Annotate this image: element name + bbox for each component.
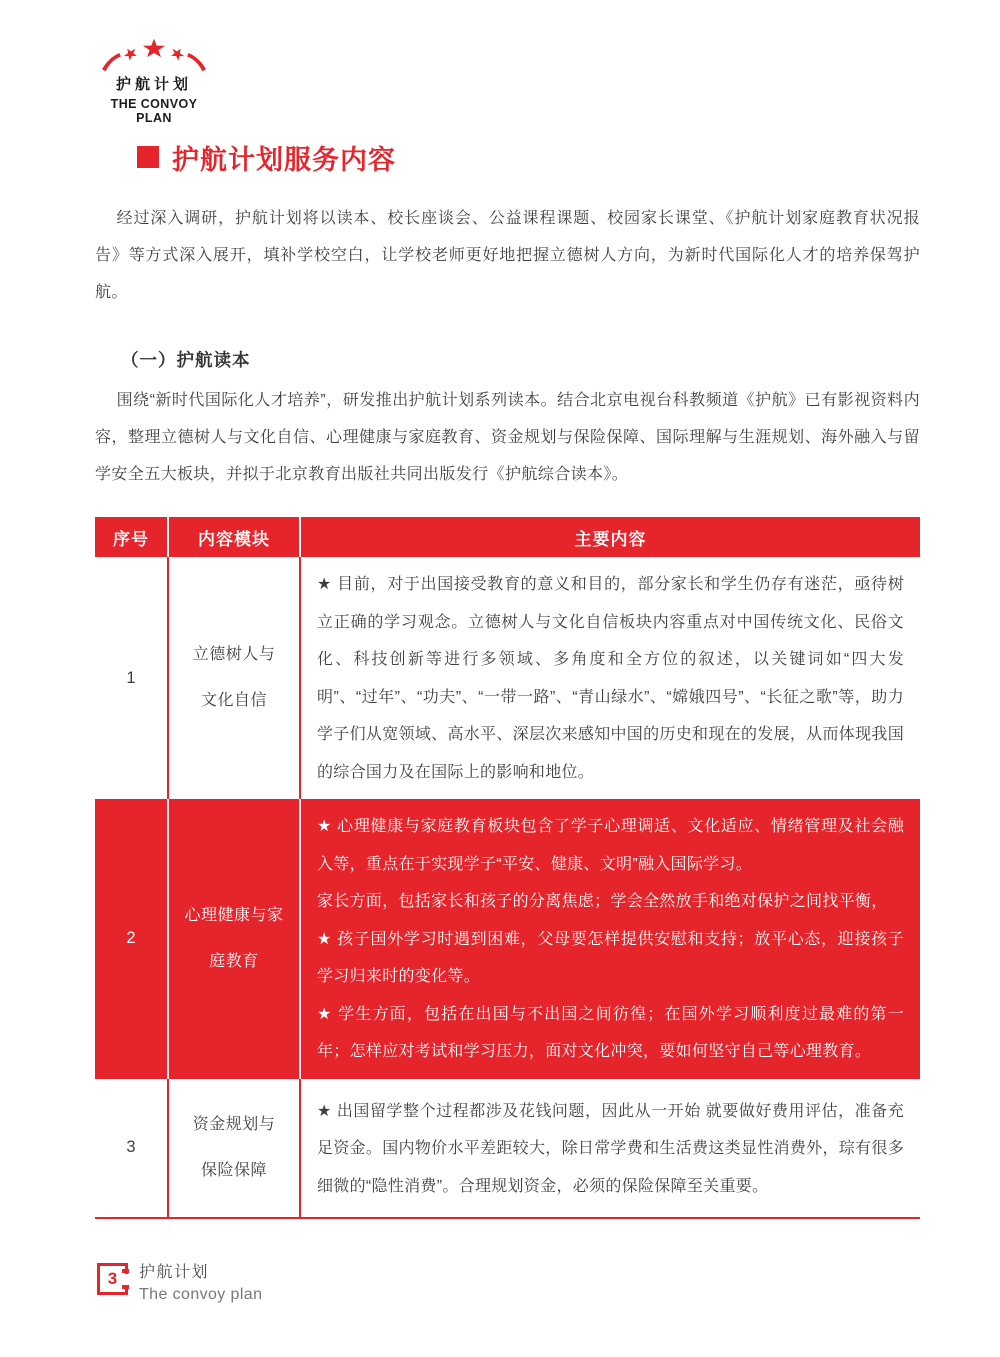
content-table [95, 517, 920, 1219]
row2-paragraph-4: ★ 学生方面，包括在出国与不出国之间彷徨；在国外学习顺利度过最难的第一年；怎样应对考试和学习压力，面对文化冲突，要如何坚守自己等心理教育。 [317, 1005, 904, 1060]
table-row-3 [95, 1079, 920, 1219]
page-number-badge [97, 1263, 128, 1295]
brand-logo [96, 36, 212, 125]
page-title [137, 140, 920, 174]
logo-stars-icon [101, 36, 207, 74]
intro-paragraph: 经过深入调研，护航计划将以读本、校长座谈会、公益课程课题、校园家长课堂、《护航计划家庭教育状况报告》等方式深入展开，填补学校空白，让学校老师更好地把握立德树人方向，为新时代国际化人才的培养保驾护航。 [95, 210, 920, 301]
table-row-1 [95, 557, 920, 799]
badge-bottom-tab-decoration [122, 1285, 129, 1289]
section-paragraph: 围绕“新时代国际化人才培养”，研发推出护航计划系列读本。结合北京电视台科教频道《护航》已有影视资料内容，整理立德树人与文化自信、心理健康与家庭教育、资金规划与保险保障、国际理解与生涯规划、海外融入与留学安全五大板块，并拟于北京教育出版社共同出版发行《护航综合读本》。 [95, 392, 920, 483]
header-cell-main-content: 主要内容 [300, 517, 920, 557]
page-number: 3 [107, 1269, 118, 1288]
row3-paragraph: ★ 出国留学整个过程都涉及花钱问题，因此从一开始 就要做好费用评估，准备充足资金。国内物价水平差距较大，除日常学费和生活费这类显性消费外，琮有很多细微的“隐性消费”。合理规划资金，必须的保险保障至关重要。 [317, 1102, 904, 1195]
table-row-2-highlighted [95, 799, 920, 1079]
header-cell-no: 序号 [95, 517, 168, 557]
row2-module [168, 799, 300, 1079]
logo-english-name: THE CONVOY PLAN [110, 97, 198, 125]
section-title: （一）护航读本 [121, 350, 251, 370]
row1-module-line1: 立德树人与 [192, 646, 276, 663]
badge-top-tab-decoration [122, 1269, 129, 1273]
page-title-text: 护航计划服务内容 [172, 144, 396, 175]
footer-text [139, 1263, 262, 1304]
row2-paragraph-3: ★ 孩子国外学习时遇到困难，父母要怎样提供安慰和支持；放平心态，迎接孩子学习归来时的变化等。 [317, 930, 904, 985]
row3-module-line2: 保险保障 [200, 1161, 267, 1179]
row1-module [168, 557, 300, 799]
logo-chinese-name: 护航计划 [115, 76, 192, 93]
row3-module [168, 1079, 300, 1219]
row1-module-line2: 文化自信 [200, 692, 267, 709]
row2-paragraph-2: 家长方面，包括家长和孩子的分离焦虑；学会全然放手和绝对保护之间找平衡， [317, 893, 888, 910]
row3-module-line1: 资金规划与 [192, 1115, 276, 1133]
row2-module-line1: 心理健康与家 [184, 906, 284, 924]
page-footer [97, 1263, 262, 1304]
row3-number: 3 [95, 1079, 168, 1219]
row2-number: 2 [126, 929, 136, 948]
row1-number: 1 [126, 668, 136, 687]
header-cell-module: 内容模块 [168, 517, 300, 557]
row3-content [300, 1079, 920, 1219]
red-square-bullet-icon [137, 146, 159, 168]
footer-english-name: The convoy plan [139, 1286, 263, 1303]
footer-chinese-name: 护航计划 [139, 1264, 210, 1281]
row1-content [300, 557, 920, 799]
row2-content [300, 799, 920, 1079]
table-header-row [95, 517, 920, 557]
main-content [95, 140, 920, 1219]
row2-paragraph-1: ★ 心理健康与家庭教育板块包含了学子心理调适、文化适应、情绪管理及社会融入等，重点在于实现学子“平安、健康、文明”融入国际学习。 [317, 818, 904, 873]
row2-module-line2: 庭教育 [209, 952, 259, 970]
row1-paragraph: ★ 目前，对于出国接受教育的意义和目的，部分家长和学生仍存有迷茫，亟待树立正确的学习观念。立德树人与文化自信板块内容重点对中国传统文化、民俗文化、科技创新等进行多领域、多角度和全方位的叙述，以关键词如“四大发明”、“过年”、“功夫”、“一带一路”、“青山绿水”、“嫦娥四号”、“长征之歌”等，助力学子们从宽领域、高水平、深层次来感知中国的历史和现在的发展，从而体现我国的综合国力及在国际上的影响和地位。 [317, 576, 904, 781]
